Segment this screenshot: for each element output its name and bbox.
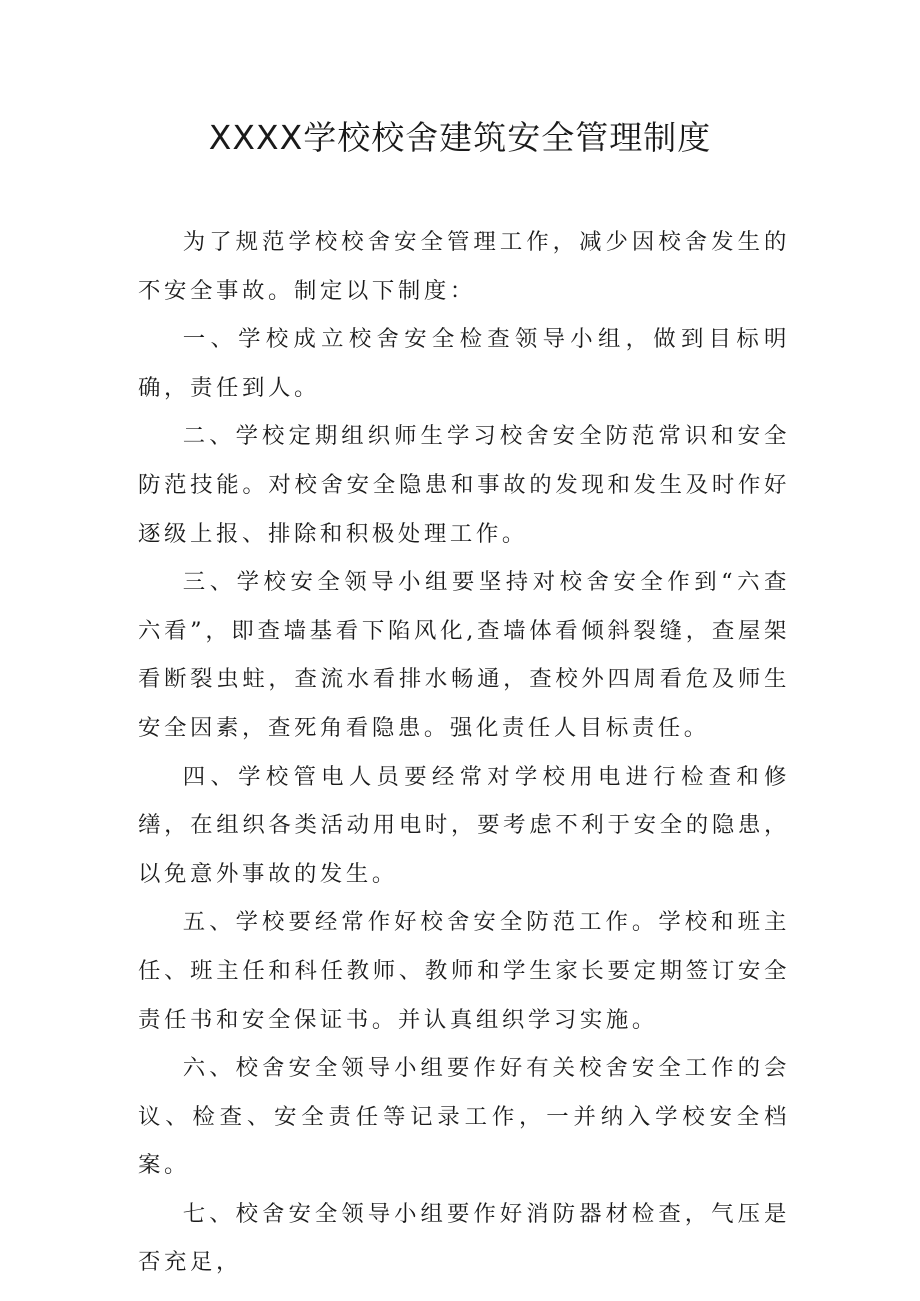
paragraph-item-5: 五、学校要经常作好校舍安全防范工作。学校和班主任、班主任和科任教师、教师和学生家长要定期签订安全责任书和安全保证书。并认真组织学习实施。 bbox=[138, 909, 790, 1033]
paragraph-intro: 为了规范学校校舍安全管理工作，减少因校舍发生的不安全事故。制定以下制度： bbox=[138, 229, 790, 304]
paragraph-item-2: 二、学校定期组织师生学习校舍安全防范常识和安全防范技能。对校舍安全隐患和事故的发现和发生及时作好逐级上报、排除和积极处理工作。 bbox=[138, 423, 790, 547]
paragraph-item-1: 一、学校成立校舍安全检查领导小组，做到目标明确，责任到人。 bbox=[138, 326, 790, 401]
document-body bbox=[138, 218, 790, 1287]
paragraph-item-6: 六、校舍安全领导小组要作好有关校舍安全工作的会议、检查、安全责任等记录工作，一并纳入学校安全档案。 bbox=[138, 1055, 790, 1179]
paragraph-item-7: 七、校舍安全领导小组要作好消防器材检查，气压是否充足， bbox=[138, 1200, 790, 1276]
paragraph-item-4: 四、学校管电人员要经常对学校用电进行检查和修缮，在组织各类活动用电时，要考虑不利于安全的隐患，以免意外事故的发生。 bbox=[138, 763, 790, 887]
paragraph-item-3: 三、学校安全领导小组要坚持对校舍安全作到“六查六看”，即查墙基看下陷风化,查墙体看倾斜裂缝，查屋架看断裂虫蛀，查流水看排水畅通，查校外四周看危及师生安全因素，查死角看隐患。强化责任人目标责任。 bbox=[138, 569, 790, 741]
document-title: XXXX学校校舍建筑安全管理制度 bbox=[208, 118, 712, 157]
